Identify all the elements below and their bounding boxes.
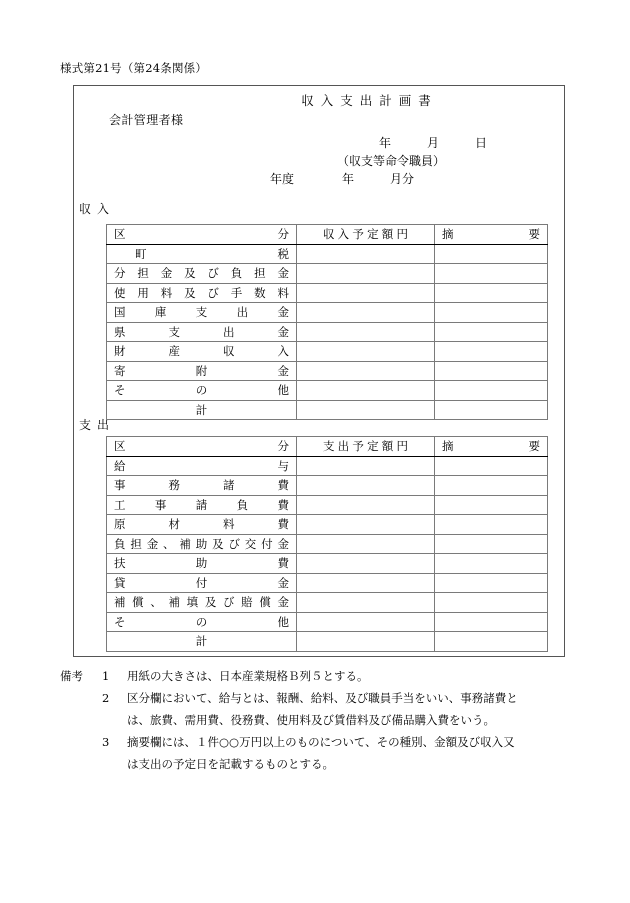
income-row-amount-value — [297, 284, 434, 303]
expense-row-amount-value — [297, 476, 434, 495]
expense-row-division — [107, 515, 297, 535]
income-row-note-value — [435, 264, 547, 283]
income-row-amount-value — [297, 362, 434, 381]
expense-row-note[interactable] — [435, 495, 548, 515]
remark-item — [60, 731, 590, 775]
income-row-amount[interactable] — [297, 303, 435, 323]
expense-row-amount-value — [297, 515, 434, 534]
income-row-division-label: 使用料及び手数料 — [114, 285, 289, 300]
table-row — [107, 342, 548, 362]
expense-row-division-label: 負担金、補助及び交付金 — [114, 536, 289, 551]
expense-row-amount[interactable] — [297, 534, 435, 554]
remark-number: 3 — [102, 735, 110, 749]
income-row-division — [107, 244, 297, 264]
income-row-amount-value — [297, 323, 434, 342]
expense-table — [106, 436, 548, 652]
document-title: 収入支出計画書 — [301, 93, 438, 108]
income-col-division — [107, 225, 297, 245]
income-row-amount[interactable] — [297, 381, 435, 401]
expense-row-amount[interactable] — [297, 554, 435, 574]
table-row — [107, 381, 548, 401]
table-row — [107, 244, 548, 264]
expense-row-note[interactable] — [435, 554, 548, 574]
income-row-amount[interactable] — [297, 361, 435, 381]
remark-text — [127, 731, 590, 775]
income-total-note-value — [435, 401, 547, 420]
income-row-amount-value — [297, 245, 434, 264]
remark-text — [127, 665, 590, 687]
table-row — [107, 573, 548, 593]
expense-row-amount[interactable] — [297, 612, 435, 632]
expense-row-division-label: 補償、補填及び賠償金 — [114, 595, 289, 609]
income-row-note[interactable] — [435, 381, 548, 401]
income-row-note-value — [435, 342, 547, 361]
income-row-note[interactable] — [435, 322, 548, 342]
expense-row-amount-value — [297, 554, 434, 573]
income-row-note-value — [435, 303, 547, 322]
income-row-division — [107, 342, 297, 362]
table-row — [107, 303, 548, 323]
income-row-amount[interactable] — [297, 342, 435, 362]
income-col-amount-label: 収入予定額円 — [322, 227, 412, 241]
remarks-label: 備考 — [60, 669, 83, 683]
expense-row-amount-value — [297, 457, 434, 476]
expense-row-division-label: 給与 — [114, 458, 289, 473]
expense-row-division-label: 事務諸費 — [114, 478, 289, 492]
income-total-row — [107, 400, 548, 420]
income-col-division-label: 区分 — [114, 227, 289, 241]
income-row-note[interactable] — [435, 303, 548, 323]
expense-row-note-value — [435, 535, 547, 554]
income-row-division-label: 財産収入 — [114, 344, 289, 358]
income-row-note[interactable] — [435, 283, 548, 303]
remark-text — [127, 687, 590, 731]
table-row — [107, 283, 548, 303]
expense-row-note-value — [435, 476, 547, 495]
expense-row-note[interactable] — [435, 593, 548, 613]
income-row-amount-value — [297, 264, 434, 283]
expense-row-division — [107, 612, 297, 632]
expense-col-amount — [297, 437, 435, 457]
remark-line: 用紙の大きさは、日本産業規格Ｂ列５とする。 — [127, 669, 369, 683]
expense-table-body — [107, 437, 548, 652]
expense-col-amount-label: 支出予定額円 — [322, 439, 412, 453]
form-outer-frame — [73, 85, 565, 657]
expense-row-division — [107, 534, 297, 554]
remark-item — [60, 687, 590, 731]
income-row-note-value — [435, 362, 547, 381]
expense-row-amount-value — [297, 593, 434, 612]
income-row-division-label: その他 — [114, 383, 289, 397]
table-row — [107, 515, 548, 535]
income-row-amount[interactable] — [297, 244, 435, 264]
expense-row-division-label: 原材料費 — [114, 517, 289, 531]
expense-row-amount-value — [297, 496, 434, 515]
date-line: 年 月 日 — [379, 136, 488, 150]
expense-row-note-value — [435, 554, 547, 573]
expense-total-note-value — [435, 632, 547, 651]
table-row — [107, 476, 548, 496]
expense-row-note-value — [435, 574, 547, 593]
income-row-amount-value — [297, 303, 434, 322]
expense-col-note-label: 摘要 — [442, 439, 540, 453]
table-row — [107, 534, 548, 554]
expense-row-note[interactable] — [435, 476, 548, 496]
income-row-note-value — [435, 381, 547, 400]
expense-total-note[interactable] — [435, 632, 548, 652]
expense-total-label-cell — [107, 632, 297, 652]
table-header-row — [107, 437, 548, 457]
income-row-note[interactable] — [435, 244, 548, 264]
expense-row-division — [107, 495, 297, 515]
income-row-amount-value — [297, 381, 434, 400]
income-row-division-label: 寄附金 — [114, 363, 289, 378]
table-row — [107, 593, 548, 613]
expense-row-division-label: その他 — [114, 614, 289, 629]
income-col-amount — [297, 225, 435, 245]
income-row-note-value — [435, 245, 547, 264]
expense-total-amount[interactable] — [297, 632, 435, 652]
expense-row-amount-value — [297, 613, 434, 632]
expense-total-row — [107, 632, 548, 652]
expense-row-division — [107, 456, 297, 476]
income-row-division — [107, 361, 297, 381]
expense-row-division-label: 扶助費 — [114, 556, 289, 570]
section-label-expense: 支出 — [79, 418, 116, 432]
income-row-division-label: 県支出金 — [114, 324, 289, 339]
expense-col-division — [107, 437, 297, 457]
table-row — [107, 554, 548, 574]
income-row-note[interactable] — [435, 264, 548, 284]
income-table-wrap — [106, 224, 547, 420]
expense-row-division-label: 貸付金 — [114, 575, 289, 590]
income-row-note[interactable] — [435, 342, 548, 362]
remark-line: 区分欄において、給与とは、報酬、給料、及び職員手当をいい、事務諸費と — [127, 691, 518, 705]
expense-row-note-value — [435, 496, 547, 515]
expense-row-amount[interactable] — [297, 456, 435, 476]
expense-row-division — [107, 593, 297, 613]
period-line: 年度 年 月分 — [270, 172, 415, 186]
income-row-amount-value — [297, 342, 434, 361]
income-table-body — [107, 225, 548, 420]
table-row — [107, 612, 548, 632]
income-row-division — [107, 322, 297, 342]
expense-row-note-value — [435, 593, 547, 612]
expense-row-amount[interactable] — [297, 476, 435, 496]
expense-table-wrap — [106, 436, 547, 652]
form-number: 様式第21号（第24条関係） — [60, 61, 208, 75]
expense-row-note-value — [435, 515, 547, 534]
income-row-division — [107, 381, 297, 401]
remark-line: 摘要欄には、１件○○万円以上のものについて、その種別、金額及び収入又 — [127, 735, 515, 749]
expense-row-amount-value — [297, 535, 434, 554]
income-row-division-label: 分担金及び負担金 — [114, 266, 289, 280]
expense-row-amount[interactable] — [297, 515, 435, 535]
income-row-amount[interactable] — [297, 264, 435, 284]
table-row — [107, 456, 548, 476]
issuer-line: （収支等命令職員） — [337, 154, 446, 168]
expense-row-amount[interactable] — [297, 593, 435, 613]
income-total-amount[interactable] — [297, 400, 435, 420]
expense-total-label: 計 — [195, 634, 208, 648]
table-row — [107, 361, 548, 381]
income-row-note-value — [435, 323, 547, 342]
income-row-division — [107, 303, 297, 323]
income-total-note[interactable] — [435, 400, 548, 420]
expense-total-amount-value — [297, 632, 434, 651]
remark-number: 1 — [102, 669, 110, 683]
section-label-income: 収入 — [79, 202, 116, 216]
remarks-section — [60, 665, 590, 775]
expense-row-note[interactable] — [435, 534, 548, 554]
income-row-division — [107, 264, 297, 284]
remark-line-cont: は支出の予定日を記載するものとする。 — [127, 757, 334, 771]
expense-row-amount[interactable] — [297, 495, 435, 515]
income-col-note — [435, 225, 548, 245]
income-table — [106, 224, 548, 420]
table-row — [107, 495, 548, 515]
expense-row-note[interactable] — [435, 573, 548, 593]
remark-number: 2 — [102, 691, 110, 705]
expense-col-note — [435, 437, 548, 457]
income-total-label: 計 — [195, 402, 208, 417]
income-row-note[interactable] — [435, 361, 548, 381]
expense-row-note[interactable] — [435, 612, 548, 632]
expense-row-division — [107, 554, 297, 574]
table-row — [107, 264, 548, 284]
expense-row-division — [107, 476, 297, 496]
table-row — [107, 322, 548, 342]
remark-line-cont: は、旅費、需用費、役務費、使用料及び賃借料及び備品購入費をいう。 — [127, 713, 495, 727]
income-row-note-value — [435, 284, 547, 303]
expense-row-note[interactable] — [435, 456, 548, 476]
remark-item — [60, 665, 590, 687]
income-col-note-label: 摘要 — [442, 227, 540, 241]
income-row-amount[interactable] — [297, 322, 435, 342]
income-row-division — [107, 283, 297, 303]
addressee: 会計管理者様 — [109, 113, 184, 127]
expense-row-division — [107, 573, 297, 593]
expense-row-amount[interactable] — [297, 573, 435, 593]
expense-row-division-label: 工事請負費 — [114, 497, 289, 512]
expense-row-note-value — [435, 457, 547, 476]
expense-row-note-value — [435, 613, 547, 632]
income-row-amount[interactable] — [297, 283, 435, 303]
table-header-row — [107, 225, 548, 245]
income-total-label-cell — [107, 400, 297, 420]
expense-col-division-label: 区分 — [114, 439, 289, 453]
income-row-division-label: 町税 — [135, 246, 289, 261]
expense-row-amount-value — [297, 574, 434, 593]
income-row-division-label: 国庫支出金 — [114, 305, 289, 319]
expense-row-note[interactable] — [435, 515, 548, 535]
income-total-amount-value — [297, 401, 434, 420]
